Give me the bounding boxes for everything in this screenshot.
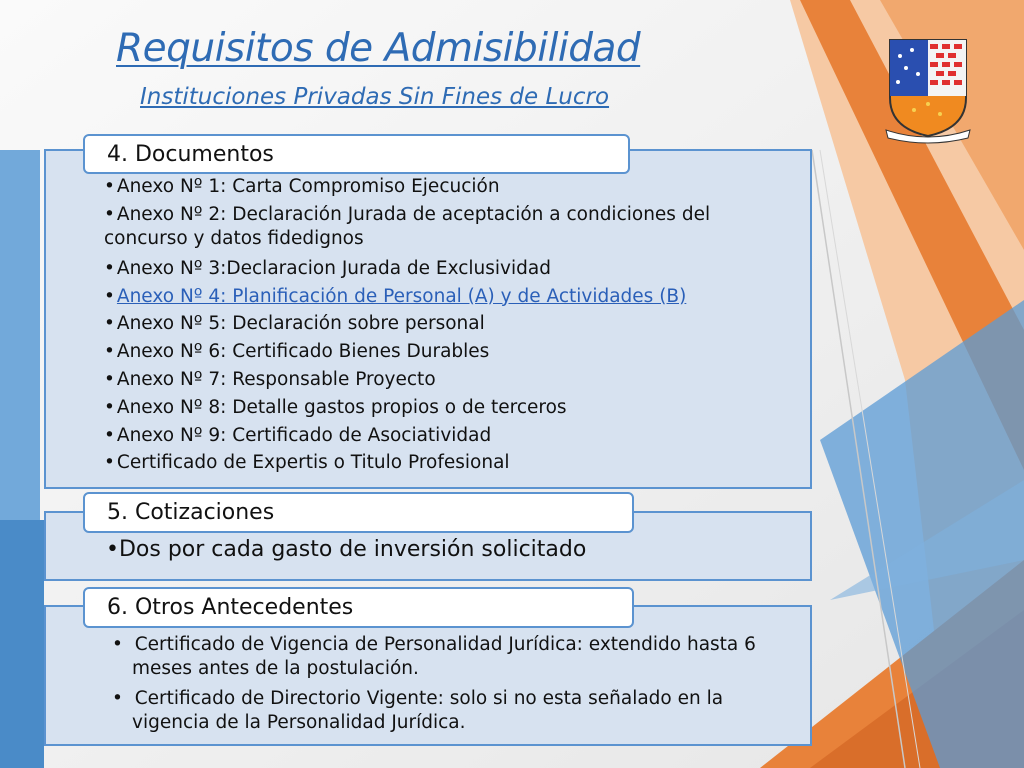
otros-list: [112, 633, 782, 741]
list-item: • Anexo Nº 2: Declaración Jurada de aceptación a condiciones del concurso y datos fidedignos: [104, 203, 711, 249]
documentos-panel: [44, 149, 812, 489]
list-item: •Dos por cada gasto de inversión solicitado: [106, 537, 587, 562]
list-item: • Anexo Nº 1: Carta Compromiso Ejecución: [104, 176, 500, 197]
list-item: • Anexo Nº 5: Declaración sobre personal: [104, 313, 485, 335]
list-item: • Certificado de Expertis o Titulo Profesional: [104, 452, 510, 474]
page-subtitle: Instituciones Privadas Sin Fines de Lucro: [140, 84, 610, 110]
regional-crest-icon: [884, 36, 972, 144]
list-item: • Anexo Nº 4: Planificación de Personal (A) y de Actividades (B): [104, 285, 687, 307]
otros-heading: 6. Otros Antecedentes: [83, 587, 634, 628]
anexo-4-link[interactable]: Anexo Nº 4: Planificación de Personal (A) y de Actividades (B): [116, 285, 687, 307]
cotizaciones-heading: 5. Cotizaciones: [83, 492, 634, 533]
documentos-heading: 4. Documentos: [83, 134, 630, 174]
list-item: • Certificado de Directorio Vigente: solo si no esta señalado en la vigencia de la Personalidad Jurídica.: [112, 688, 724, 733]
list-item: • Anexo Nº 7: Responsable Proyecto: [104, 368, 436, 390]
list-item: • Anexo Nº 8: Detalle gastos propios o de terceros: [104, 396, 567, 418]
list-item: • Anexo Nº 9: Certificado de Asociatividad: [104, 424, 492, 446]
list-item: • Certificado de Vigencia de Personalidad Jurídica: extendido hasta 6 meses antes de la postulación.: [112, 634, 756, 679]
page-title: Requisitos de Admisibilidad: [116, 26, 641, 71]
list-item: • Anexo Nº 3:Declaracion Jurada de Exclusividad: [104, 257, 551, 279]
list-item: • Anexo Nº 6: Certificado Bienes Durables: [104, 341, 490, 363]
documentos-list: [104, 173, 764, 477]
